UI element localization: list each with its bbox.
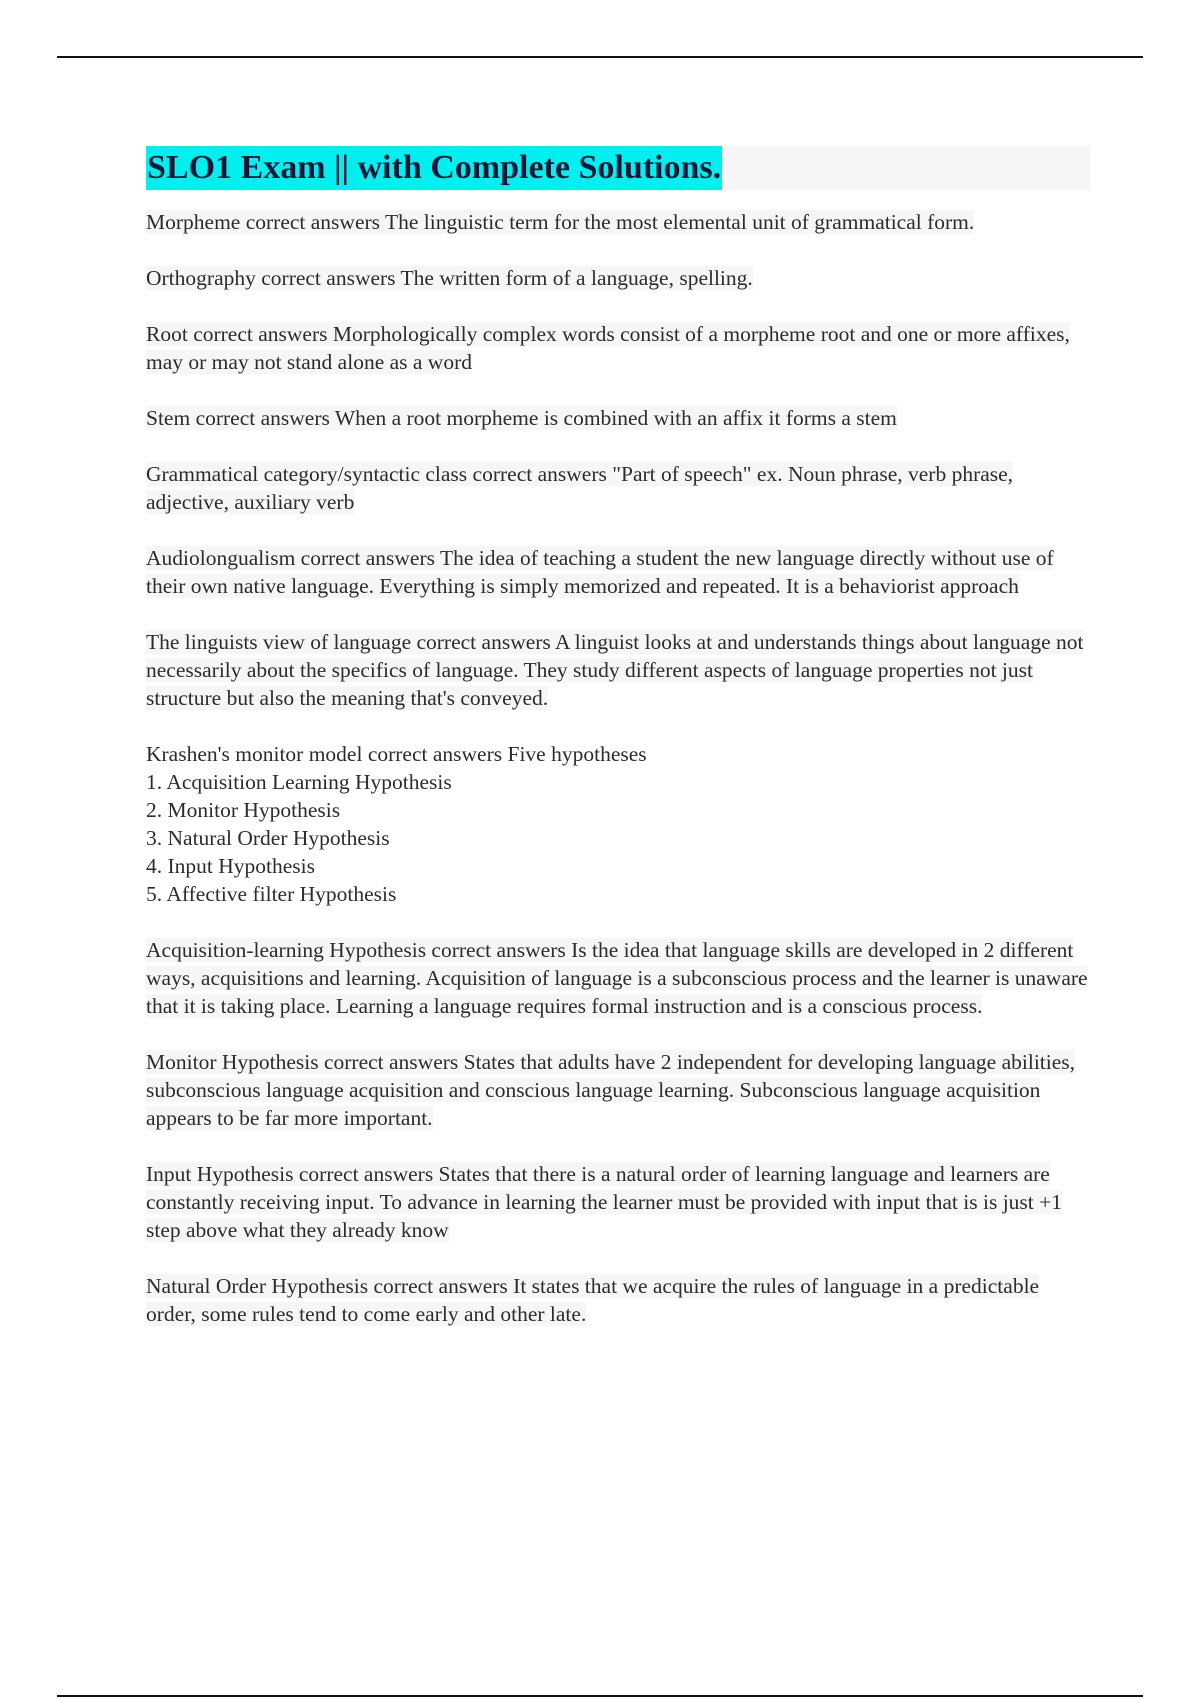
qa-text: Monitor Hypothesis correct answers States that adults have 2 independent for developing language abilities, subconscious language acquisition and conscious language learning. Subconscious language acquisition appears to be far more important. (146, 1050, 1076, 1130)
qa-text: Audiolongualism correct answers The idea of teaching a student the new language directly without use of their own native language. Everything is simply memorized and repeated. It is a behaviorist approach (146, 546, 1054, 598)
qa-entry-krashen (146, 740, 1090, 908)
krashen-list-item: 3. Natural Order Hypothesis (146, 826, 390, 850)
qa-text: Stem correct answers When a root morpheme is combined with an affix it forms a stem (146, 406, 897, 430)
krashen-intro: Krashen's monitor model correct answers Five hypotheses (146, 742, 647, 766)
bottom-rule (57, 1695, 1143, 1697)
qa-entry-stem (146, 404, 1090, 432)
qa-entry-linguists-view (146, 628, 1090, 712)
qa-text: Root correct answers Morphologically complex words consist of a morpheme root and one or more affixes, may or may not stand alone as a word (146, 322, 1070, 374)
qa-text: Natural Order Hypothesis correct answers It states that we acquire the rules of language in a predictable order, some rules tend to come early and other late. (146, 1274, 1040, 1326)
title-band (146, 146, 1090, 190)
qa-entry-input-hypothesis (146, 1160, 1090, 1244)
qa-entry-root (146, 320, 1090, 376)
document-title: SLO1 Exam || with Complete Solutions. (146, 146, 722, 190)
document-body (146, 146, 1090, 1356)
qa-text: The linguists view of language correct answers A linguist looks at and understands things about language not necessarily about the specifics of language. They study different aspects of language properties not just structure but also the meaning that's conveyed. (146, 630, 1084, 710)
top-rule (57, 56, 1143, 58)
qa-entry-audiolongualism (146, 544, 1090, 600)
qa-entry-morpheme (146, 208, 1090, 236)
qa-entry-monitor-hypothesis (146, 1048, 1090, 1132)
qa-entry-grammatical-category (146, 460, 1090, 516)
krashen-list-item: 2. Monitor Hypothesis (146, 798, 341, 822)
qa-entry-acquisition-learning (146, 936, 1090, 1020)
qa-entry-orthography (146, 264, 1090, 292)
qa-text: Grammatical category/syntactic class correct answers "Part of speech" ex. Noun phrase, verb phrase, adjective, auxiliary verb (146, 462, 1014, 514)
qa-text: Orthography correct answers The written form of a language, spelling. (146, 266, 753, 290)
krashen-list-item: 1. Acquisition Learning Hypothesis (146, 770, 452, 794)
qa-text: Input Hypothesis correct answers States that there is a natural order of learning language and learners are constantly receiving input. To advance in learning the learner must be provided with input that is is just +1 step above what they already know (146, 1162, 1063, 1242)
qa-text: Acquisition-learning Hypothesis correct answers Is the idea that language skills are developed in 2 different ways, acquisitions and learning. Acquisition of language is a subconscious process and the learner is unaware that it is taking place. Learning a language requires formal instruction and is a conscious process. (146, 938, 1088, 1018)
qa-text: Morpheme correct answers The linguistic term for the most elemental unit of grammatical form. (146, 210, 975, 234)
qa-entry-natural-order (146, 1272, 1090, 1328)
krashen-list-item: 4. Input Hypothesis (146, 854, 316, 878)
krashen-list-item: 5. Affective filter Hypothesis (146, 882, 397, 906)
